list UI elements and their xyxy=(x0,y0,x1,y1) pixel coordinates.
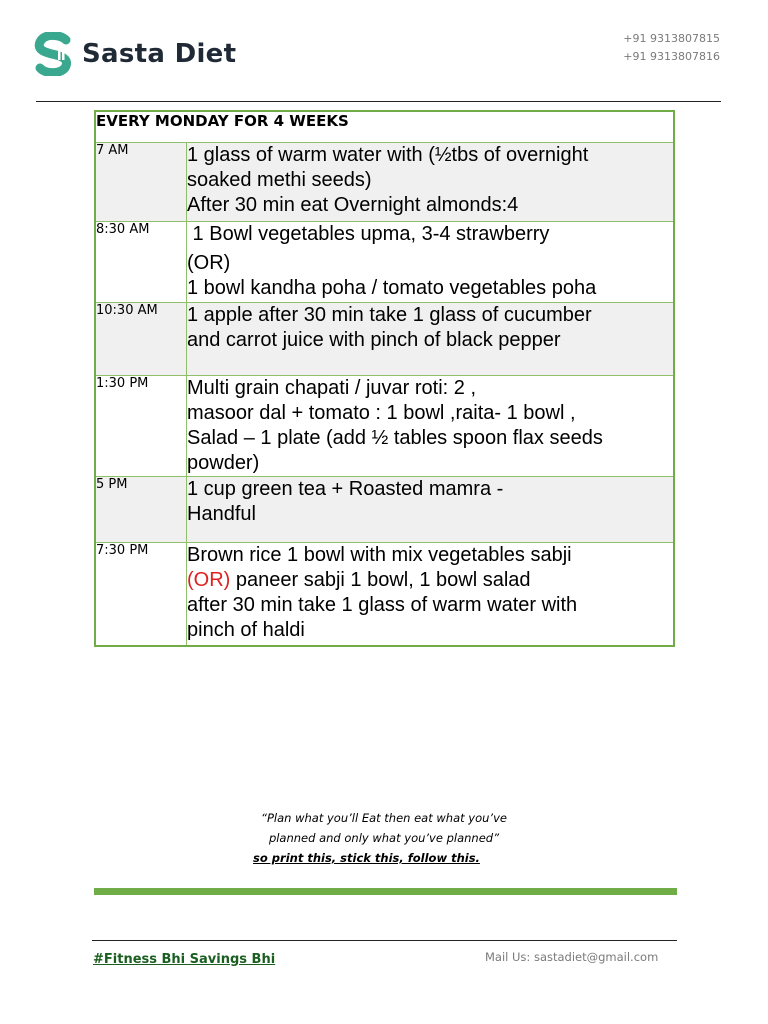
table-row xyxy=(95,303,674,376)
hashtag: #Fitness Bhi Savings Bhi xyxy=(93,952,276,967)
meal-cell xyxy=(187,303,675,376)
contact-email: Mail Us: sastadiet@gmail.com xyxy=(485,950,659,964)
time-cell: 8:30 AM xyxy=(95,222,187,303)
meal-line: 1 bowl kandha poha / tomato vegetables poha xyxy=(187,277,597,299)
meal-line: soaked methi seeds) xyxy=(187,169,372,191)
time-cell: 5 PM xyxy=(95,477,187,543)
phone-numbers xyxy=(623,30,720,66)
time-cell: 7:30 PM xyxy=(95,543,187,646)
meal-cell xyxy=(187,143,675,222)
table-title: EVERY MONDAY FOR 4 WEEKS xyxy=(95,111,674,143)
meal-line: 1 glass of warm water with (½tbs of overnight xyxy=(187,144,589,166)
meal-line: powder) xyxy=(187,452,260,474)
logo xyxy=(34,32,236,76)
time-cell: 7 AM xyxy=(95,143,187,222)
phone-2: +91 9313807816 xyxy=(623,50,720,63)
meal-cell xyxy=(187,477,675,543)
table-row xyxy=(95,477,674,543)
table-row xyxy=(95,222,674,303)
meal-line: Brown rice 1 bowl with mix vegetables sabji xyxy=(187,544,572,566)
meal-line: Handful xyxy=(187,503,256,525)
table-header-row xyxy=(95,111,674,143)
diet-plan-table xyxy=(94,110,675,647)
meal-line: 1 cup green tea + Roasted mamra - xyxy=(187,478,504,500)
table-row xyxy=(95,543,674,646)
brand-name: Sasta Diet xyxy=(82,39,237,69)
meal-line: 1 Bowl vegetables upma, 3-4 strawberry xyxy=(187,223,550,245)
meal-line: Salad – 1 plate (add ½ tables spoon flax seeds xyxy=(187,427,603,449)
or-label: (OR) xyxy=(187,569,231,591)
meal-line-rest: paneer sabji 1 bowl, 1 bowl salad xyxy=(230,569,531,591)
meal-line xyxy=(187,568,673,593)
footer-divider xyxy=(92,940,677,941)
meal-line: After 30 min eat Overnight almonds:4 xyxy=(187,194,519,216)
quote-line-1: “Plan what you’ll Eat then eat what you’ve xyxy=(261,811,507,825)
meal-line: 1 apple after 30 min take 1 glass of cucumber xyxy=(187,304,592,326)
motivational-quote xyxy=(0,808,768,868)
table-row xyxy=(95,376,674,477)
header-divider xyxy=(36,101,721,102)
table-row xyxy=(95,143,674,222)
quote-line-2: planned and only what you’ve planned” xyxy=(268,831,500,845)
green-divider xyxy=(94,888,677,895)
meal-line: after 30 min take 1 glass of warm water with xyxy=(187,594,578,616)
meal-cell xyxy=(187,222,675,303)
meal-line: and carrot juice with pinch of black pepper xyxy=(187,329,561,351)
meal-line: pinch of haldi xyxy=(187,619,305,641)
meal-line: (OR) xyxy=(187,252,231,274)
sasta-diet-logo-icon xyxy=(34,32,74,76)
meal-line: masoor dal + tomato : 1 bowl ,raita- 1 bowl , xyxy=(187,402,576,424)
meal-cell xyxy=(187,376,675,477)
phone-1: +91 9313807815 xyxy=(623,32,720,45)
time-cell: 1:30 PM xyxy=(95,376,187,477)
meal-cell xyxy=(187,543,675,646)
quote-line-3: so print this, stick this, follow this. xyxy=(253,851,480,865)
meal-line: Multi grain chapati / juvar roti: 2 , xyxy=(187,377,477,399)
time-cell: 10:30 AM xyxy=(95,303,187,376)
